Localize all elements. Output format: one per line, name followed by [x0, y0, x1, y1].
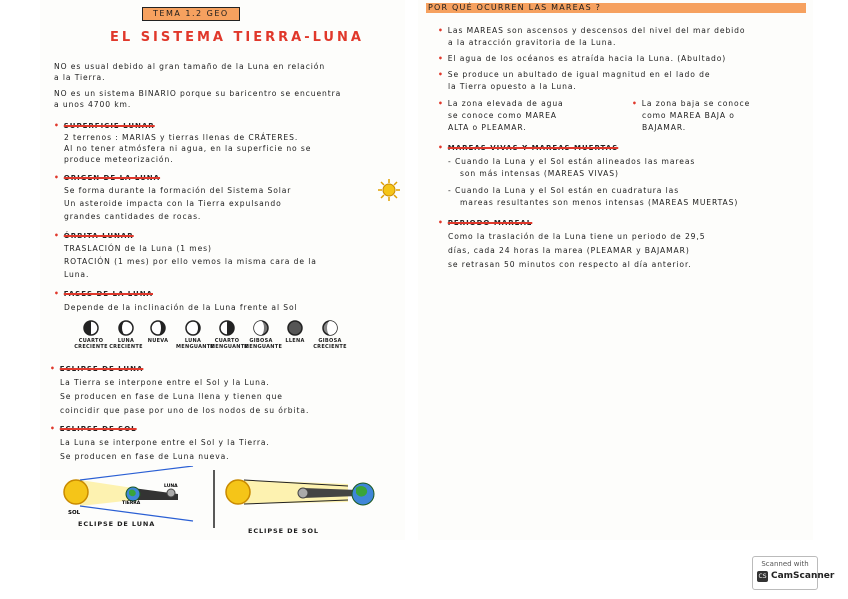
moon-phase-nueva [151, 321, 165, 335]
periodo-line-3: se retrasan 50 minutos con respecto al día anterior. [448, 260, 692, 269]
origen-line-1: Se forma durante la formación del Sistema Solar [64, 186, 292, 195]
tides-bullet-2: • El agua de los océanos es atraída hacia la Luna. (Abultado) [438, 54, 727, 63]
origen-line-2: Un asteroide impacta con la Tierra expulsando [64, 199, 282, 208]
section-heading-superficie: • SUPERFICIE LUNAR [54, 121, 155, 130]
diagram-label-sol: SOL [68, 510, 81, 516]
intro-line-3: NO es un sistema BINARIO porque su baricentro se encuentra [54, 89, 342, 98]
periodo-line-2: días, cada 24 horas la marea (PLEAMAR y BAJAMAR) [448, 246, 690, 255]
intro-line-4: a unos 4700 km. [54, 100, 132, 109]
moon-phase-cuarto-creciente [84, 321, 98, 335]
scanner-line-2: CamScanner [771, 571, 835, 581]
solar-eclipse-diagram [226, 480, 374, 505]
tides-bullet-1-line-2: a la atracción gravitoria de la Luna. [448, 38, 617, 47]
moon-icon-left [167, 489, 175, 497]
section-heading-vivas: • MAREAS VIVAS Y MAREAS MUERTAS [438, 143, 619, 152]
moon-phase-cuarto-menguante [220, 321, 234, 335]
periodo-line-1: Como la traslación de la Luna tiene un periodo de 29,5 [448, 232, 706, 241]
zona-alta-line-2: se conoce como MAREA [448, 111, 557, 120]
phase-label-3: NUEVA [147, 338, 169, 344]
eclipse-luna-line-3: coincidir que pase por uno de los nodos de su órbita. [60, 406, 310, 415]
sun-icon-right [226, 480, 250, 504]
moon-phases-diagram [60, 318, 380, 340]
tides-bullet-1-line-1: • Las MAREAS son ascensos y descensos del nivel del mar debido [438, 26, 746, 35]
tides-bullet-3-line-1: • Se produce un abultado de igual magnitud en el lado de [438, 70, 711, 79]
page-title: EL SISTEMA TIERRA-LUNA [110, 30, 364, 45]
section-heading-orbita: • ÓRBITA LUNAR [54, 231, 134, 240]
superficie-line-2: Al no tener atmósfera ni agua, en la superficie no se [64, 144, 312, 153]
vivas-line-1: - Cuando la Luna y el Sol están alineados las mareas [448, 157, 696, 166]
eclipse-sol-line-1: La Luna se interpone entre el Sol y la Tierra. [60, 438, 270, 447]
phase-label-1: CUARTO CRECIENTE [74, 338, 108, 350]
superficie-line-3: produce meteorización. [64, 155, 174, 164]
diagram-label-tierra: TIERRA [122, 501, 141, 506]
phase-label-8: GIBOSA CRECIENTE [313, 338, 347, 350]
vivas-line-2: son más intensas (MAREAS VIVAS) [460, 169, 619, 178]
scanner-line-1: Scanned with [761, 560, 809, 568]
moon-phase-gibosa-creciente [323, 321, 337, 335]
superficie-line-1: 2 terrenos : MARIAS y tierras llenas de CRÁTERES. [64, 133, 299, 142]
vivas-line-4: mareas resultantes son menos intensas (MAREAS MUERTAS) [460, 198, 739, 207]
orbita-line-2: ROTACIÓN (1 mes) por ello vemos la misma cara de la [64, 257, 317, 266]
caption-eclipse-sol: ECLIPSE DE SOL [248, 527, 319, 535]
moon-phase-luna-menguante [186, 321, 200, 335]
section-heading-eclipse-luna: • ECLIPSE DE LUNA [50, 364, 144, 373]
eclipse-luna-line-1: La Tierra se interpone entre el Sol y la Luna. [60, 378, 270, 387]
zona-baja-line-3: BAJAMAR. [642, 123, 687, 132]
tides-bullet-3-line-2: la Tierra opuesto a la Luna. [448, 82, 577, 91]
eclipse-luna-line-2: Se producen en fase de Luna llena y tienen que [60, 392, 283, 401]
topic-tag: TEMA 1.2 GEO [142, 7, 240, 21]
right-page [418, 0, 813, 540]
phase-label-4: LUNA MENGUANTE [176, 338, 215, 350]
phase-label-7: LLENA [285, 338, 305, 344]
moon-phase-llena [288, 321, 302, 335]
right-page-heading: POR QUÉ OCURREN LAS MAREAS ? [426, 3, 806, 13]
orbita-line-1: TRASLACIÓN de la Luna (1 mes) [64, 244, 212, 253]
sun-icon [378, 179, 400, 201]
zona-alta-line-3: ALTA o PLEAMAR. [448, 123, 527, 132]
intro-line-1: NO es usual debido al gran tamaño de la Luna en relación [54, 62, 326, 71]
intro-line-2: a la Tierra. [54, 73, 106, 82]
diagram-label-luna: LUNA [164, 484, 178, 489]
section-heading-eclipse-sol: • ECLIPSE DE SOL [50, 424, 137, 433]
moon-phase-gibosa-menguante [254, 321, 268, 335]
fases-line: Depende de la inclinación de la Luna frente al Sol [64, 303, 298, 312]
section-heading-fases: • FASES DE LA LUNA [54, 289, 153, 298]
lunar-eclipse-diagram [64, 466, 193, 521]
sun-icon-left [64, 480, 88, 504]
phase-label-5: CUARTO MENGUANTE [210, 338, 249, 350]
caption-eclipse-luna: ECLIPSE DE LUNA [78, 520, 156, 528]
moon-phase-luna-creciente [119, 321, 133, 335]
eclipse-sol-line-2: Se producen en fase de Luna nueva. [60, 452, 230, 461]
zona-alta-line-1: • La zona elevada de agua [438, 99, 564, 108]
zona-baja-line-1: • La zona baja se conoce [632, 99, 751, 108]
camscanner-logo-icon: CS [758, 573, 767, 580]
section-heading-origen: • ORIGEN DE LA LUNA [54, 173, 161, 182]
camscanner-watermark [752, 556, 835, 590]
phase-label-6: GIBOSA MENGUANTE [244, 338, 283, 350]
phase-label-2: LUNA CRECIENTE [109, 338, 143, 350]
origen-line-3: grandes cantidades de rocas. [64, 212, 202, 221]
orbita-line-3: Luna. [64, 270, 90, 279]
vivas-line-3: - Cuando la Luna y el Sol están en cuadratura las [448, 186, 680, 195]
moon-icon-right [298, 488, 308, 498]
zona-baja-line-2: como MAREA BAJA o [642, 111, 735, 120]
section-heading-periodo: • PERIODO MAREAL [438, 218, 533, 227]
